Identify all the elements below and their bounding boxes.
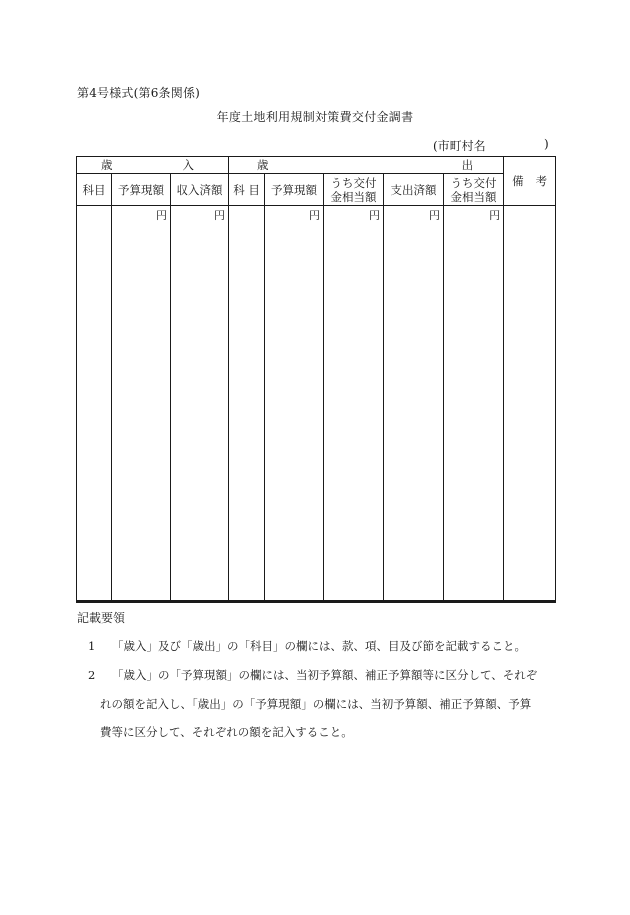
municipality-close-paren: ): [544, 137, 549, 151]
notes-title: 記載要領: [77, 611, 126, 625]
note-2-text-line-1: 「歳入」の「予算現額」の欄には、当初予算額、補正予算額等に区分して、それぞ: [112, 668, 538, 682]
cell-expenditure-budget[interactable]: [265, 206, 324, 602]
document-title: 年度土地利用規制対策費交付金調書: [216, 110, 414, 124]
note-1-text: 「歳入」及び「歳出」の「科目」の欄には、款、項、目及び節を記載すること。: [112, 639, 526, 653]
cell-remarks[interactable]: [504, 206, 556, 602]
cell-expenditure-grant-equivalent[interactable]: [324, 206, 384, 602]
paid-grant-equivalent-line2: 金相当額: [450, 189, 497, 204]
note-2-line-1: [88, 667, 537, 683]
yen-unit: 円: [429, 209, 441, 222]
remarks-header-char2: 考: [535, 174, 548, 188]
note-2-number: 2: [88, 668, 96, 682]
municipality-name-field[interactable]: [433, 137, 549, 154]
remarks-header: [504, 157, 556, 206]
grant-ledger-table: [76, 156, 556, 603]
col-expenditure-paid: 支出済額: [384, 174, 444, 206]
form-label: 第4号様式(第6条関係): [77, 86, 201, 100]
cell-expenditure-paid[interactable]: [384, 206, 444, 602]
cell-paid-grant-equivalent[interactable]: [444, 206, 504, 602]
revenue-header: [77, 157, 229, 174]
expenditure-header-char2: 出: [461, 158, 474, 172]
paid-grant-equivalent-line1: うち交付: [450, 175, 497, 190]
grant-equivalent-line2: 金相当額: [330, 189, 377, 204]
yen-unit: 円: [489, 209, 501, 222]
cell-revenue-item[interactable]: [77, 206, 112, 602]
revenue-header-char2: 入: [182, 158, 195, 172]
col-expenditure-item: 科 目: [229, 174, 265, 206]
revenue-header-char1: 歳: [101, 158, 113, 172]
remarks-header-char1: 備: [512, 174, 524, 188]
note-2-line-3: 費等に区分して、それぞれの額を記入すること。: [100, 725, 353, 739]
note-1: [88, 638, 526, 654]
yen-unit: 円: [156, 209, 167, 222]
col-expenditure-grant-equivalent: [324, 174, 384, 206]
cell-revenue-budget[interactable]: [112, 206, 171, 602]
cell-expenditure-item[interactable]: [229, 206, 265, 602]
expenditure-header-char1: 歳: [257, 158, 269, 172]
note-1-number: 1: [88, 639, 96, 653]
cell-revenue-received[interactable]: [171, 206, 229, 602]
municipality-label: (市町村名: [433, 139, 486, 153]
note-2-line-2: れの額を記入し、「歳出」の「予算現額」の欄には、当初予算額、補正予算額、予算: [100, 697, 532, 711]
yen-unit: 円: [214, 209, 226, 222]
col-revenue-budget: 予算現額: [112, 174, 171, 206]
col-revenue-item: 科目: [77, 174, 112, 206]
expenditure-header: [229, 157, 504, 174]
yen-unit: 円: [369, 209, 381, 222]
col-paid-grant-equivalent: [444, 174, 504, 206]
col-revenue-received: 収入済額: [171, 174, 229, 206]
yen-unit: 円: [309, 209, 321, 222]
grant-equivalent-line1: うち交付: [330, 175, 377, 190]
col-expenditure-budget: 予算現額: [265, 174, 324, 206]
